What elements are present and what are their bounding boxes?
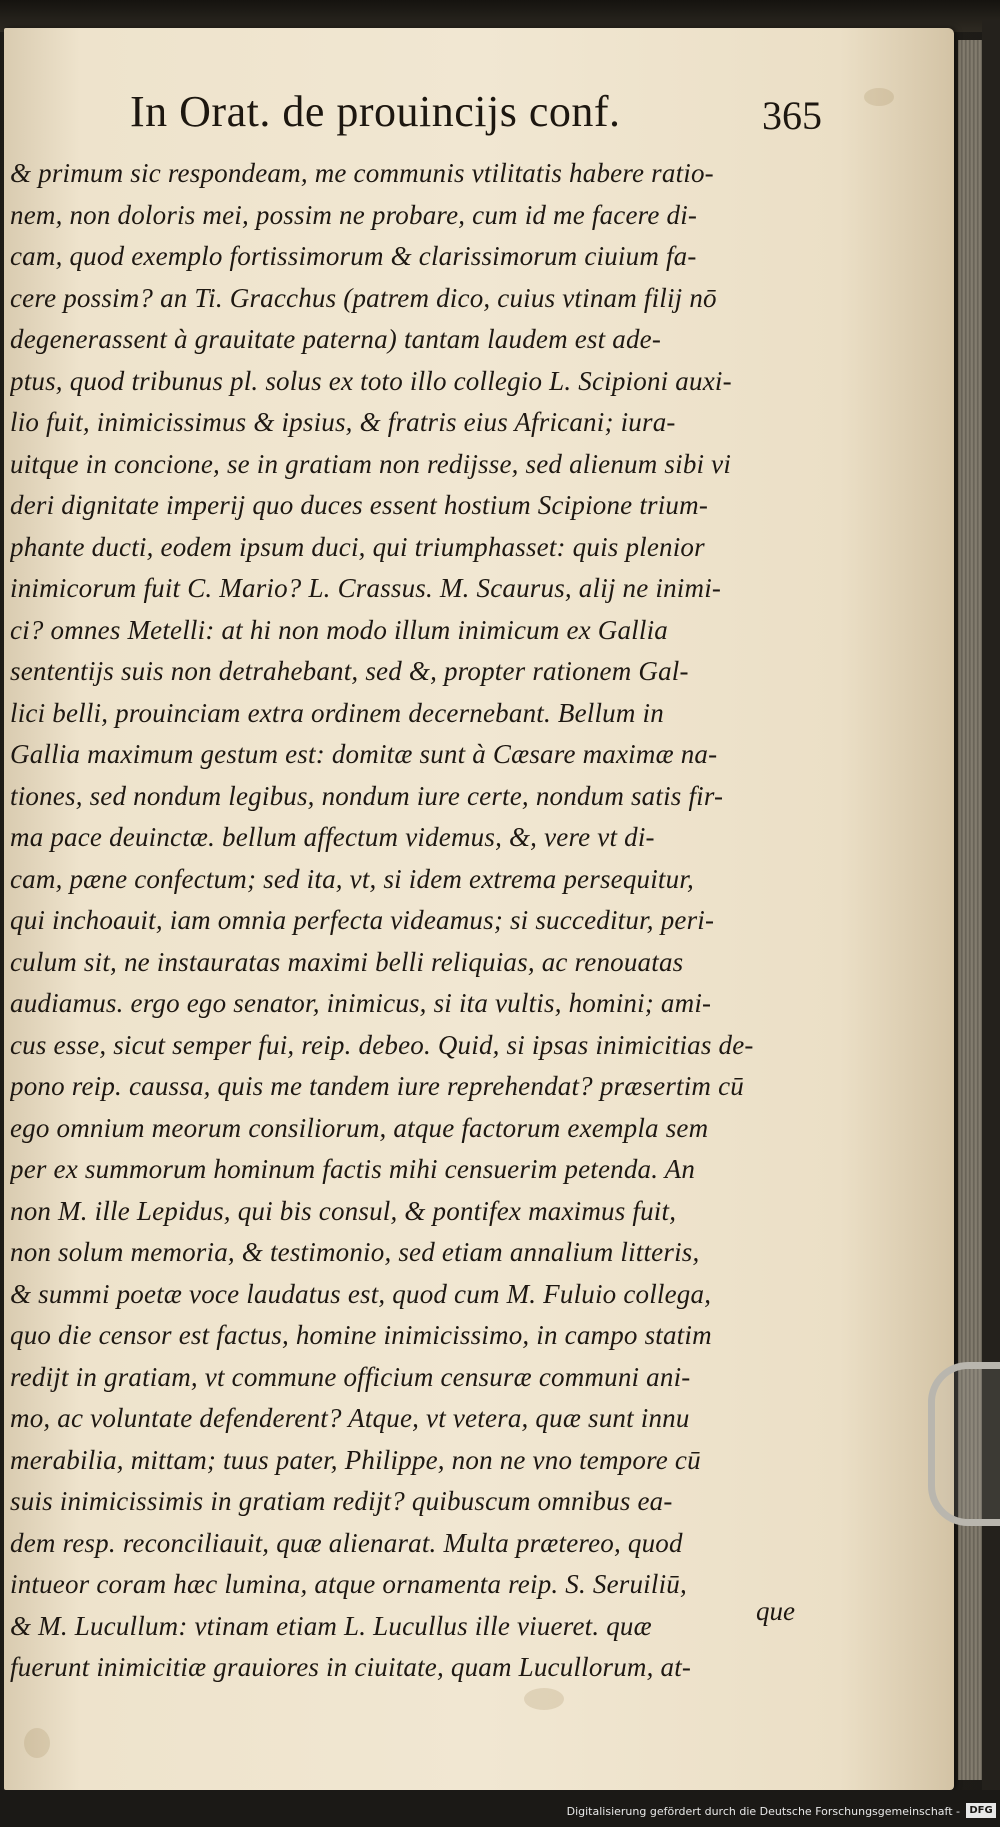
text-line: cam, pæne confectum; sed ita, vt, si idem extrema persequitur, — [10, 863, 694, 894]
catchword: que — [756, 1596, 795, 1626]
text-line: Gallia maximum gestum est: domitæ sunt à Cæsare maximæ na- — [10, 739, 718, 769]
text-line: uitque in concione, se in gratiam non redijsse, sed alienum sibi vi — [10, 448, 732, 479]
dfg-logo: DFG — [966, 1803, 996, 1818]
text-line: cus esse, sicut semper fui, reip. debeo. Quid, si ipsas inimicitias de- — [10, 1029, 754, 1060]
text-line: non M. ille Lepidus, qui bis consul, & pontifex maximus fuit, — [10, 1195, 677, 1226]
paper-stain — [24, 1728, 50, 1758]
text-line: qui inchoauit, iam omnia perfecta videamus; si succeditur, peri- — [10, 905, 715, 935]
funding-note: Digitalisierung gefördert durch die Deutsche Forschungsgemeinschaft - — [566, 1805, 960, 1818]
paper-stain — [864, 88, 894, 106]
text-line: ci? omnes Metelli: at hi non modo illum inimicum ex Gallia — [10, 614, 668, 645]
text-line: fuerunt inimicitiæ grauiores in ciuitate, quam Lucullorum, at- — [10, 1652, 692, 1682]
text-line: intueor coram hæc lumina, atque ornamenta reip. S. Seruiliū, — [10, 1569, 687, 1599]
text-line: inimicorum fuit C. Mario? L. Crassus. M. Scaurus, alij ne inimi- — [10, 573, 722, 603]
text-line: non solum memoria, & testimonio, sed etiam annalium litteris, — [10, 1237, 700, 1267]
text-line: tiones, sed nondum legibus, nondum iure certe, nondum satis fir- — [10, 780, 724, 811]
text-line: phante ducti, eodem ipsum duci, qui triumphasset: quis plenior — [10, 531, 705, 562]
text-line: dem resp. reconciliauit, quæ alienarat. Multa prætereo, quod — [10, 1527, 683, 1558]
text-line: & summi poetæ voce laudatus est, quod cum M. Fuluio collega, — [10, 1278, 712, 1309]
text-line: pono reip. caussa, quis me tandem iure reprehendat? præsertim cū — [10, 1071, 744, 1101]
body-text — [10, 153, 816, 1689]
text-line: & M. Lucullum: vtinam etiam L. Lucullus ille viueret. quæ — [10, 1610, 652, 1641]
page-clip — [928, 1362, 1000, 1526]
text-line: per ex summorum hominum factis mihi censuerim petenda. An — [10, 1154, 696, 1184]
text-line: merabilia, mittam; tuus pater, Philippe, non ne vno tempore cū — [10, 1444, 701, 1475]
text-line: deri dignitate imperij quo duces essent hostium Scipione trium- — [10, 490, 709, 520]
text-line: cere possim? an Ti. Gracchus (patrem dico, cuius vtinam filij nō — [10, 282, 717, 313]
text-line: lio fuit, inimicissimus & ipsius, & fratris eius Africani; iura- — [10, 407, 676, 437]
text-line: ma pace deuinctæ. bellum affectum videmus, &, vere vt di- — [10, 822, 655, 852]
text-line: lici belli, prouinciam extra ordinem decernebant. Bellum in — [10, 697, 664, 728]
running-head: In Orat. de prouincijs conf. — [130, 87, 621, 136]
text-line: quo die censor est factus, homine inimicissimo, in campo statim — [10, 1320, 712, 1350]
text-line: & primum sic respondeam, me communis vtilitatis habere ratio- — [10, 158, 714, 188]
text-line: ptus, quod tribunus pl. solus ex toto illo collegio L. Scipioni auxi- — [10, 365, 732, 396]
text-line: suis inimicissimis in gratiam redijt? quibuscum omnibus ea- — [10, 1486, 673, 1516]
text-line: mo, ac voluntate defenderent? Atque, vt vetera, quæ sunt innu — [10, 1403, 690, 1433]
text-line: redijt in gratiam, vt commune officium censuræ communi ani- — [10, 1361, 691, 1392]
text-line: nem, non doloris mei, possim ne probare, cum id me facere di- — [10, 199, 698, 230]
text-line: sententijs suis non detrahebant, sed &, propter rationem Gal- — [10, 656, 689, 686]
text-line: ego omnium meorum consiliorum, atque factorum exempla sem — [10, 1112, 709, 1143]
page-number: 365 — [762, 93, 822, 138]
text-line: audiamus. ergo ego senator, inimicus, si ita vultis, homini; ami- — [10, 988, 712, 1018]
text-line: culum sit, ne instauratas maximi belli reliquias, ac renouatas — [10, 946, 684, 977]
text-line: cam, quod exemplo fortissimorum & clarissimorum ciuium fa- — [10, 241, 697, 271]
paper-stain — [524, 1688, 564, 1710]
text-line: degenerassent à grauitate paterna) tantam laudem est ade- — [10, 324, 662, 354]
book-binding-edge — [982, 20, 1000, 1810]
